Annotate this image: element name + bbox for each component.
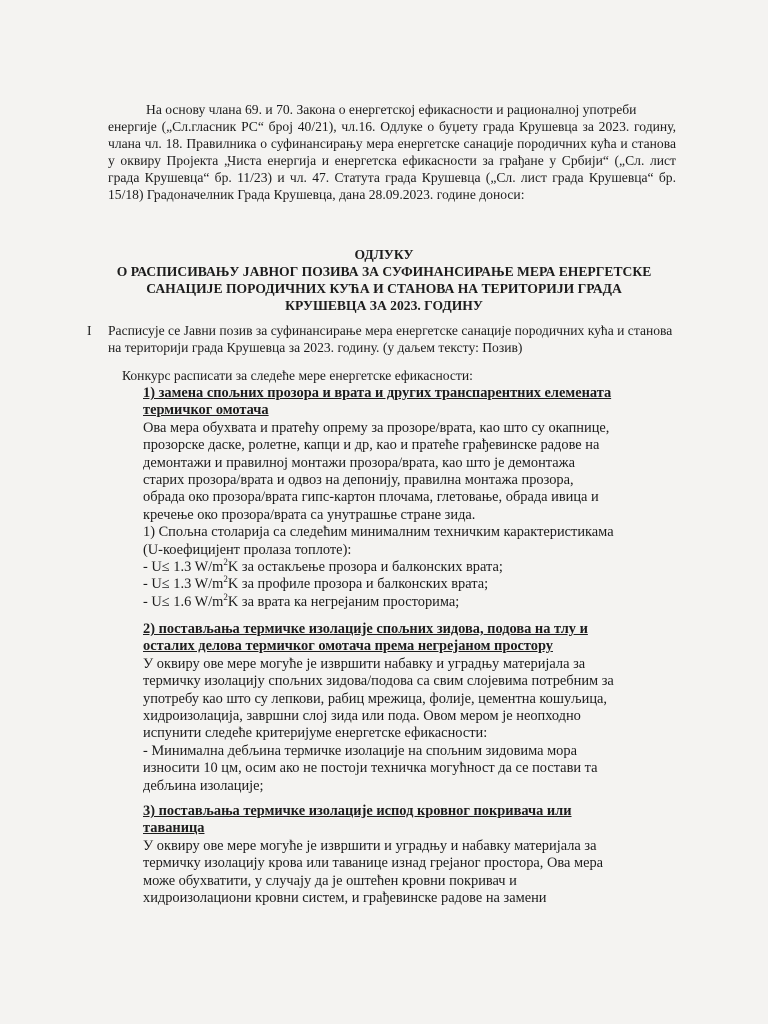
measure-2-line: У оквиру ове мере могуће је извршити набавку и уградњу материјала за [143,655,586,672]
title-line-4: КРУШЕВЦА ЗА 2023. ГОДИНУ [285,298,483,313]
measure-1-line: обрада око прозора/врата гипс-картон плочама, глетовање, обрада ивица и [143,489,599,506]
measure-3-line: термичку изолацију крова или таванице изнад грејаног простора, Ова мера [143,855,604,872]
title-line-1: ОДЛУКУ [354,247,414,262]
measure-1-heading-line-2: термичког омотача [143,402,269,419]
measure-2-heading-line-1: 2) постављања термичке изолације спољних зидова, подова на тлу и [143,621,588,637]
u-value-item: - U≤ 1.3 $W/m^2K$ за остакљење прозора и балконских врата; [143,557,503,576]
measure-1-line: прозорске даске, ролетне, капци и др, као и пратеће грађевинске радове на [143,437,600,454]
measure-1-line: (U-коефицијент пролаза топлоте): [143,541,352,558]
measure-3-heading [143,803,663,838]
measure-3-line: може обухватити, у случају да је оштећен кровни покривач и [143,872,517,889]
title-line-3: САНАЦИЈЕ ПОРОДИЧНИХ КУЋА И СТАНОВА НА ТЕРИТОРИЈИ ГРАДА [146,281,622,296]
measure-3-heading-line-1: 3) постављања термичке изолације испод кровног покривача или [143,803,572,819]
intro-paragraph [108,102,676,203]
measure-1-body [143,420,663,611]
measure-2-line: употребу као што су лепкови, рабиц мрежица, фолије, цементна кошуљица, [143,690,608,707]
konkurs-line: Конкурс расписати за следеће мере енергетске ефикасности: [122,368,473,383]
measure-2-line: термичку изолацију спољних зидова/подова са свим слојевима потребним за [143,673,614,690]
measure-2-line: хидроизолација, завршни слој зида или пода. Овом мером је неопходно [143,708,581,725]
measure-1 [143,385,663,611]
measure-1-line: Ова мера обухвата и пратећу опрему за прозоре/врата, као што су окапнице, [143,419,610,436]
measure-2-body [143,656,663,795]
measure-2 [143,621,663,795]
measure-3-body [143,838,663,908]
measure-2-line: дебљина изолације; [143,777,264,794]
measure-2-line: - Минимална дебљина термичке изолације на спољним зидовима мора [143,742,577,759]
measure-1-line: старих прозора/врата и одвоз на депонију, правилна монтажа прозора, [143,472,574,489]
section-numeral: I [87,323,92,338]
measure-2-line: испунити следеће критеријуме енергетске ефикасности: [143,725,488,742]
u-value-item: - U≤ 1.3 $W/m^2K$ за профиле прозора и балконских врата; [143,574,489,593]
measure-1-heading-line-1: 1) замена спољних прозора и врата и других транспарентних елемената [143,385,612,401]
section-i [87,322,680,356]
measure-3 [143,803,663,907]
measure-1-line: демонтажи и правилној монтажи прозора/врата, као што је демонтажа [143,454,575,471]
u-value-item: - U≤ 1.6 $W/m^2K$ за врата ка негрејаним просторима; [143,592,460,610]
measure-2-heading [143,621,663,656]
decision-title [80,246,688,314]
section-i-text: Расписује се Јавни позив за суфинансирање мера енергетске санације породичних кућа и станова на територији града Крушевца за 2023. годину. (у даљем тексту: Позив) [108,323,673,355]
measure-1-line: 1) Спољна столарија са следећим минималним техничким карактеристикама [143,524,614,541]
measure-2-heading-line-2: осталих делова термичког омотача према негрејаном простору [143,638,553,655]
intro-rest: енергије („Сл.гласник РС“ број 40/21), чл.16. Одлуке о буџету града Крушевца за 2023. годину, члана чл. 18. Правилника о суфинансирању мера енергетске санације породичних кућа и станова у оквиру Пројекта „Чиста енергија и енергетска ефикасности за грађане у Србији“ („Сл. лист града Крушевца“ бр. 11/23) и чл. 47. Статута града Крушевца („Сл. лист града Крушевца“ бр. 15/18) Градоначелник Града Крушевца, дана 28.09.2023. године доноси: [108,118,676,202]
measure-3-line: У оквиру ове мере могуће је извршити и уградњу и набавку материјала за [143,837,597,854]
measure-3-line: хидроизолациони кровни систем, и грађевинске радове на замени [143,890,547,907]
title-line-2: О РАСПИСИВАЊУ ЈАВНОГ ПОЗИВА ЗА СУФИНАНСИРАЊЕ МЕРА ЕНЕРГЕТСКЕ [116,264,652,279]
measure-1-heading [143,385,663,420]
measure-3-heading-line-2: таваница [143,820,205,837]
intro-first-line: На основу члана 69. и 70. Закона о енергетској ефикасности и рационалној употреби [146,102,637,117]
measure-1-line: кречење око прозора/врата са унутрашње стране зида. [143,506,476,523]
measure-2-line: износити 10 цм, осим ако не постоји техничка могућност да се постави та [143,760,598,777]
